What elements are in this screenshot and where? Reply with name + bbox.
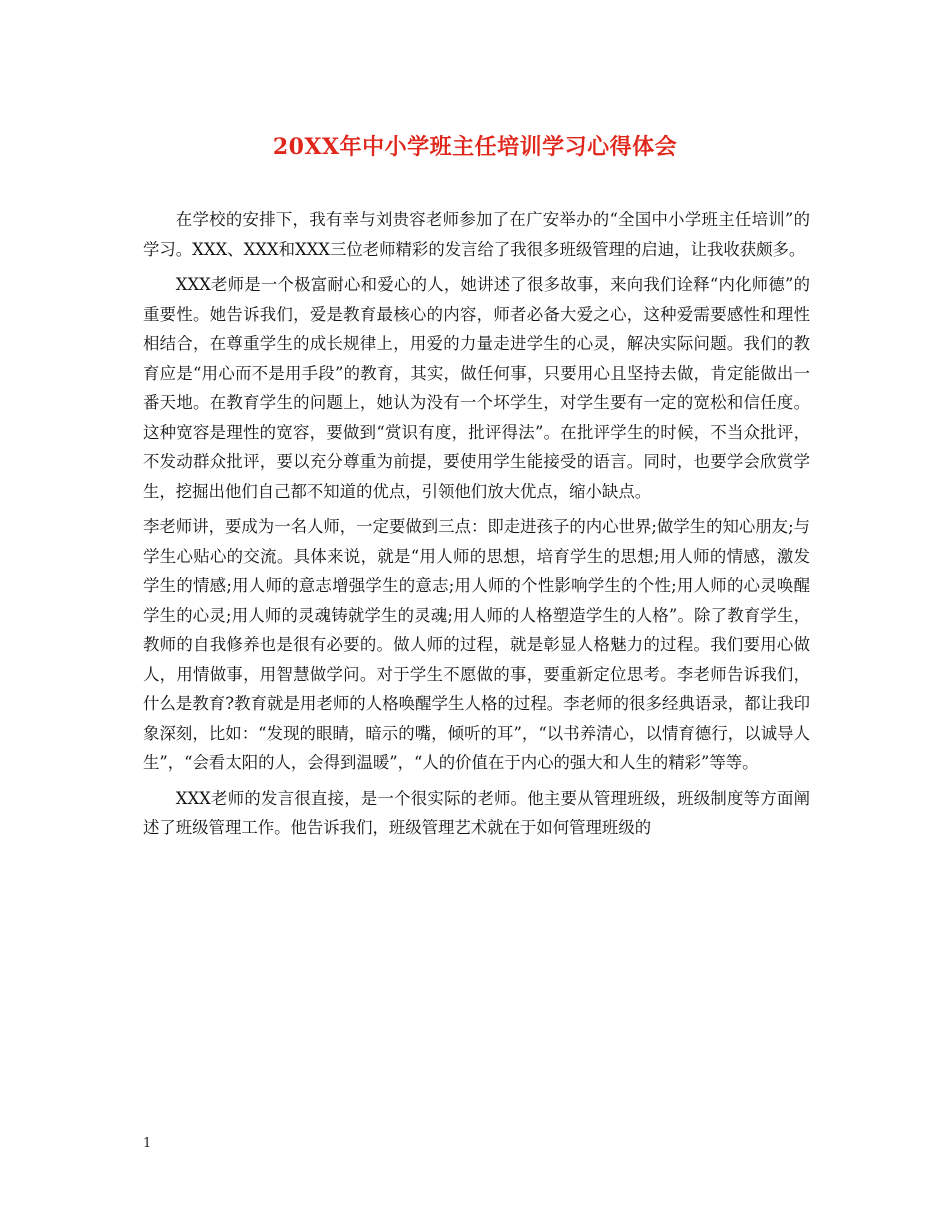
paragraph-teacher-li: 李老师讲，要成为一名人师，一定要做到三点：即走进孩子的内心世界;做学生的知心朋友;与学生心贴心的交流。具体来说，就是“用人师的思想，培育学生的思想;用人师的情感，激发学生的情感;用人师的意志增强学生的意志;用人师的个性影响学生的个性;用人师的心灵唤醒学生的心灵;用人师的灵魂铸就学生的灵魂;用人师的人格塑造学生的人格”。除了教育学生，教师的自我修养也是很有必要的。做人师的过程，就是彰显人格魅力的过程。我们要用心做人，用情做事，用智慧做学问。对于学生不愿做的事，要重新定位思考。李老师告诉我们，什么是教育?教育就是用老师的人格唤醒学生人格的过程。李老师的很多经典语录，都让我印象深刻，比如：“发现的眼睛，暗示的嘴，倾听的耳”，“以书养清心，以情育德行，以诚导人生”，“会看太阳的人，会得到温暖”，“人的价值在于内心的强大和人生的精彩”等等。	[143, 517, 810, 772]
document-body	[143, 205, 810, 849]
page-number: 1	[143, 1136, 152, 1151]
paragraph-teacher-one: XXX老师是一个极富耐心和爱心的人，她讲述了很多故事，来向我们诠释“内化师德”的重要性。她告诉我们，爱是教育最核心的内容，师者必备大爱之心，这种爱需要感性和理性相结合，在尊重学生的成长规律上，用爱的力量走进学生的心灵，解决实际问题。我们的教育应是“用心而不是用手段”的教育，其实，做任何事，只要用心且坚持去做，肯定能做出一番天地。在教育学生的问题上，她认为没有一个坏学生，对学生要有一定的宽松和信任度。这种宽容是理性的宽容，要做到“赏识有度，批评得法”。在批评学生的时候，不当众批评，不发动群众批评，要以充分尊重为前提，要使用学生能接受的语言。同时，也要学会欣赏学生，挖掘出他们自己都不知道的优点，引领他们放大优点，缩小缺点。	[143, 275, 810, 501]
paragraph-intro: 在学校的安排下，我有幸与刘贵容老师参加了在广安举办的“全国中小学班主任培训”的学习。XXX、XXX和XXX三位老师精彩的发言给了我很多班级管理的启迪，让我收获颇多。	[143, 210, 810, 259]
document-title: 20XX年中小学班主任培训学习心得体会	[272, 134, 678, 160]
paragraph-teacher-three: XXX老师的发言很直接，是一个很实际的老师。他主要从管理班级，班级制度等方面阐述了班级管理工作。他告诉我们，班级管理艺术就在于如何管理班级的	[143, 788, 810, 837]
